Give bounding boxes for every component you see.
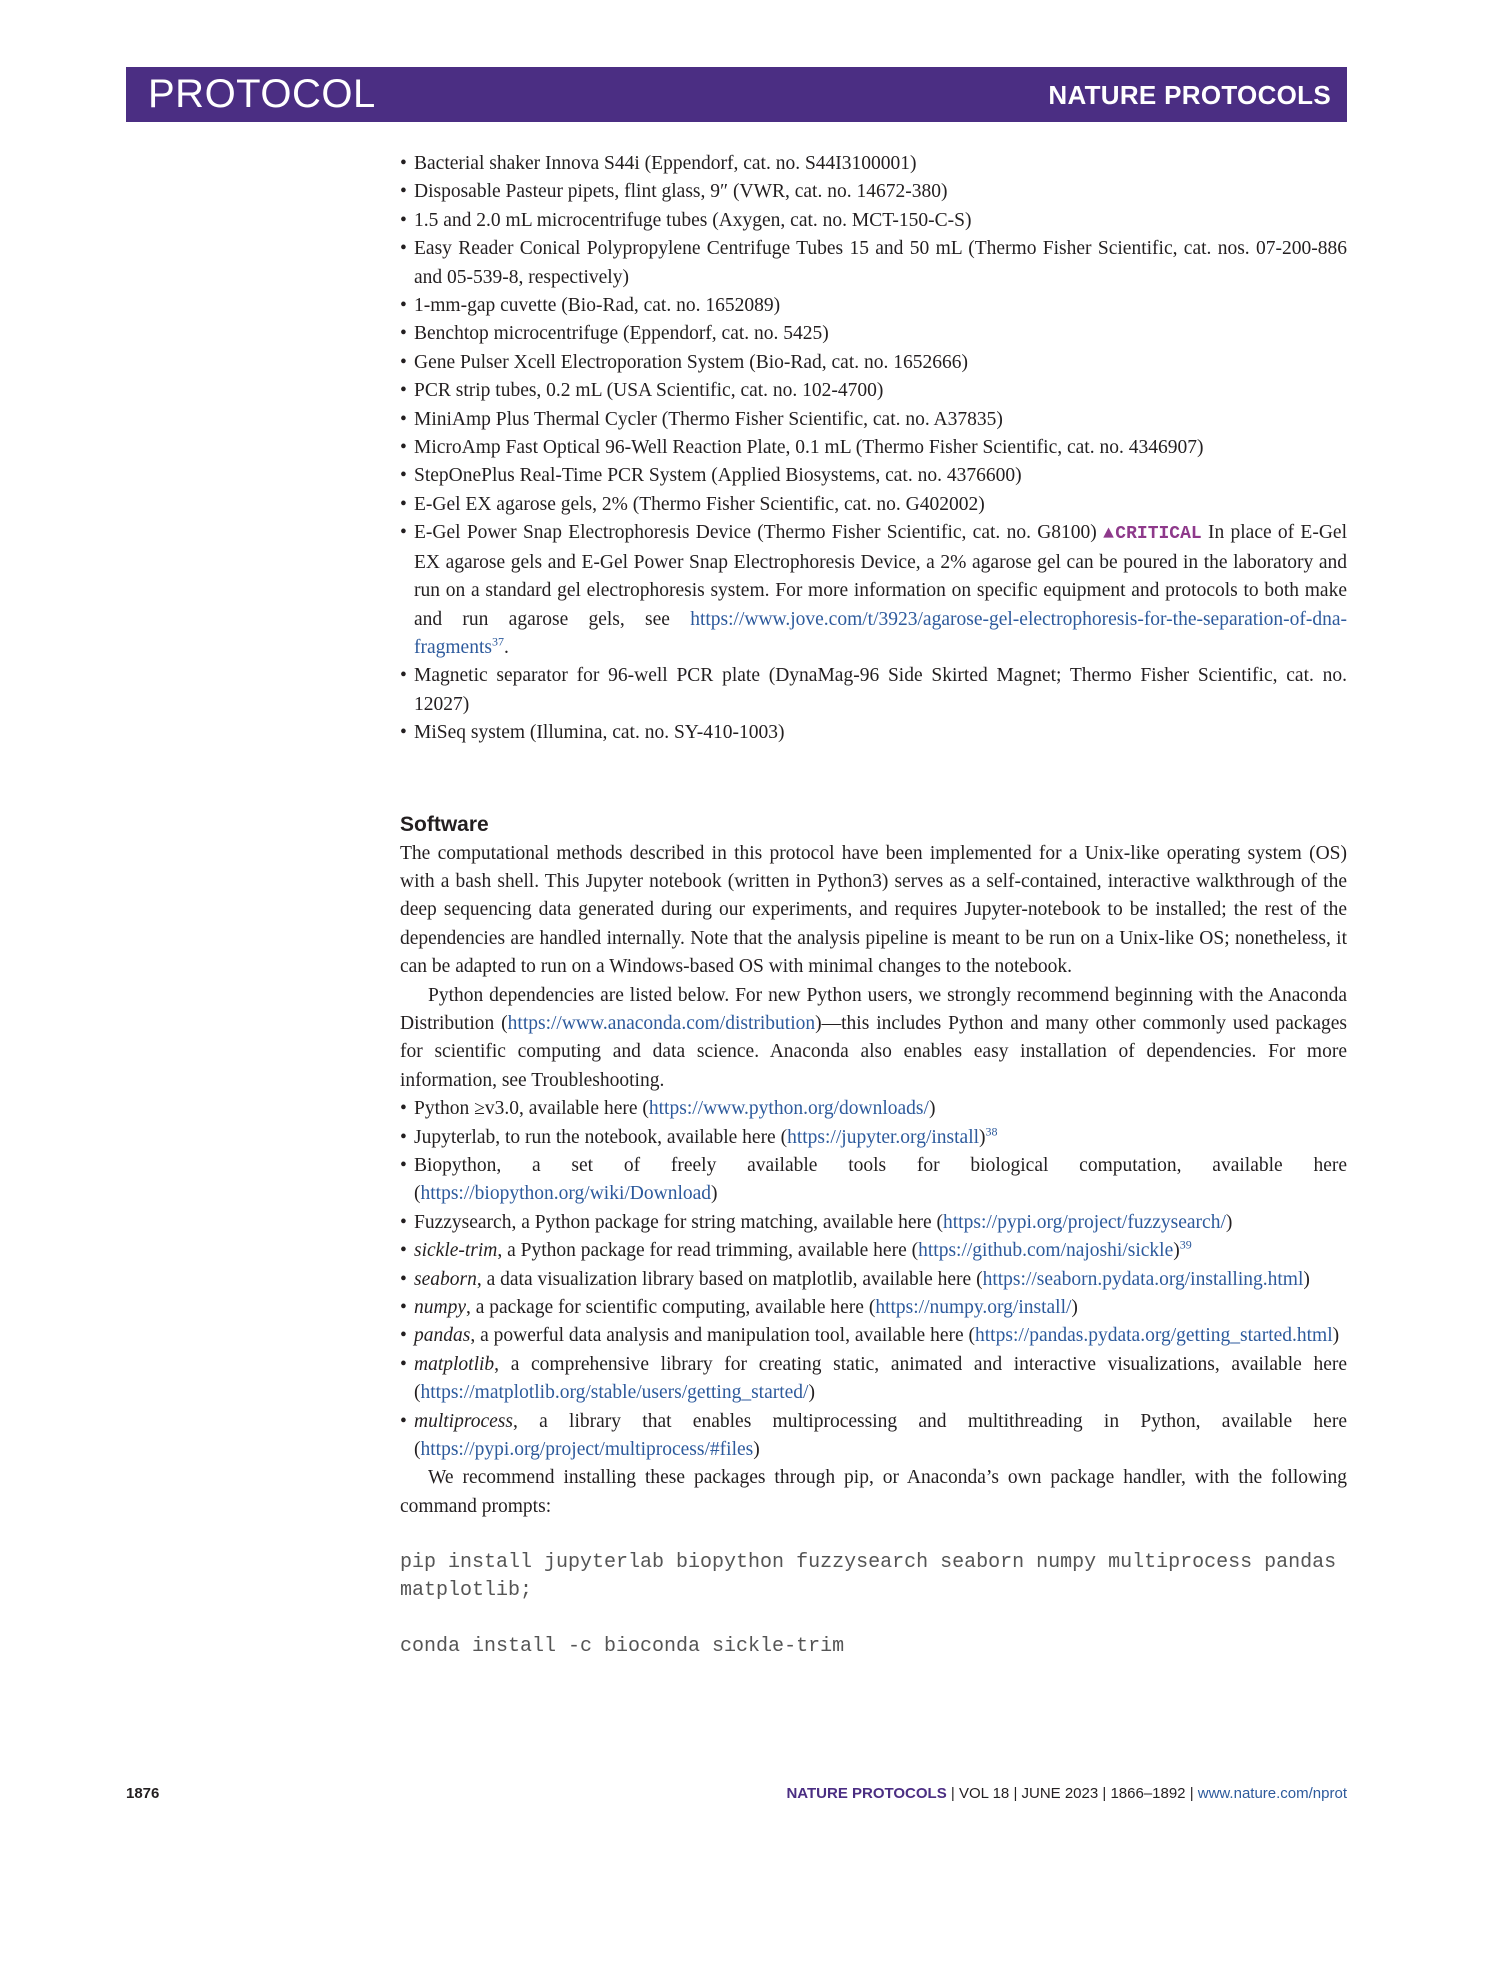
page-footer [126, 1785, 1347, 1809]
dependency-desc: Jupyterlab, to run the notebook, available here ( [414, 1126, 788, 1148]
equipment-item: • PCR strip tubes, 0.2 mL (USA Scientific, cat. no. 102-4700) [400, 377, 1347, 405]
egel-end: . [503, 636, 509, 658]
dependency-desc: , a data visualization library based on matplotlib, available here ( [476, 1268, 983, 1290]
equipment-item [400, 519, 1347, 662]
equipment-item: • Gene Pulser Xcell Electroporation System (Bio-Rad, cat. no. 1652666) [400, 349, 1347, 377]
dependency-link[interactable]: https://matplotlib.org/stable/users/getting_started/ [420, 1382, 809, 1404]
dependency-name: numpy [414, 1297, 466, 1319]
dependency-name: multiprocess [414, 1410, 513, 1432]
dependency-list [400, 1095, 1347, 1464]
dependency-ref[interactable]: 39 [1179, 1237, 1192, 1252]
footer-citation [786, 1785, 1347, 1802]
dependency-desc: Biopython, a set of freely available tools for biological computation, available here ( [414, 1155, 1347, 1205]
dependency-close: ) [1225, 1211, 1233, 1233]
dependency-desc: , a powerful data analysis and manipulation tool, available here ( [470, 1325, 976, 1347]
software-paragraph-2 [400, 982, 1347, 1096]
ref-37[interactable]: 37 [491, 634, 504, 649]
dependency-desc: , a Python package for read trimming, available here ( [497, 1240, 919, 1262]
conda-command: conda install -c bioconda sickle-trim [400, 1635, 845, 1659]
dependency-link[interactable]: https://seaborn.pydata.org/installing.html [982, 1268, 1304, 1290]
dependency-desc: Fuzzysearch, a Python package for string matching, available here ( [414, 1211, 944, 1233]
dependency-link[interactable]: https://pandas.pydata.org/getting_started.html [975, 1325, 1333, 1347]
equipment-item: • Benchtop microcentrifuge (Eppendorf, cat. no. 5425) [400, 320, 1347, 348]
main-content [400, 150, 1347, 1661]
dependency-item [400, 1237, 1347, 1265]
dependency-name: matplotlib [414, 1353, 495, 1375]
dependency-desc: , a comprehensive library for creating static, animated and interactive visualizations, available here ( [414, 1353, 1347, 1404]
dependency-close: ) [979, 1126, 986, 1148]
dependency-ref[interactable]: 38 [985, 1124, 998, 1139]
dependency-link[interactable]: https://jupyter.org/install [787, 1126, 980, 1148]
equipment-item: • Magnetic separator for 96-well PCR plate (DynaMag-96 Side Skirted Magnet; Thermo Fisher Scientific, cat. no. 12027) [400, 662, 1347, 719]
dependency-item [400, 1152, 1347, 1209]
dependency-link[interactable]: https://pypi.org/project/fuzzysearch/ [943, 1211, 1226, 1233]
equipment-item: • 1-mm-gap cuvette (Bio-Rad, cat. no. 1652089) [400, 292, 1347, 320]
equipment-item: • MicroAmp Fast Optical 96-Well Reaction Plate, 0.1 mL (Thermo Fisher Scientific, cat. no. 4346907) [400, 434, 1347, 462]
equipment-item: • Bacterial shaker Innova S44i (Eppendorf, cat. no. S44I3100001) [400, 150, 1347, 178]
dependency-desc: , a library that enables multiprocessing and multithreading in Python, available here ( [414, 1410, 1347, 1461]
dependency-close: ) [928, 1098, 936, 1120]
equipment-item: • Easy Reader Conical Polypropylene Centrifuge Tubes 15 and 50 mL (Thermo Fisher Scientific, cat. nos. 07-200-886 and 05-539-8, respectively) [400, 235, 1347, 292]
equipment-item: • MiniAmp Plus Thermal Cycler (Thermo Fisher Scientific, cat. no. A37835) [400, 406, 1347, 434]
dependency-link[interactable]: https://github.com/najoshi/sickle [918, 1240, 1174, 1262]
critical-label: ▲CRITICAL [1103, 524, 1202, 545]
dependency-close: ) [1173, 1240, 1180, 1262]
equipment-item: • 1.5 and 2.0 mL microcentrifuge tubes (Axygen, cat. no. MCT-150-C-S) [400, 207, 1347, 235]
dependency-close: ) [753, 1439, 760, 1461]
footer-url[interactable]: www.nature.com/nprot [1197, 1785, 1347, 1802]
footer-volume: | VOL 18 | JUNE 2023 | 1866–1892 | [946, 1785, 1198, 1802]
dependency-close: ) [1303, 1268, 1310, 1290]
software-heading: Software [400, 812, 489, 836]
anaconda-link[interactable]: https://www.anaconda.com/distribution [507, 1012, 816, 1034]
jove-link[interactable]: https://www.jove.com/t/3923/agarose-gel-electrophoresis-for-the-separation-of-dna-fragments [414, 608, 1347, 658]
software-paragraph-3: We recommend installing these packages through pip, or Anaconda’s own package handler, with the following command prompts: [400, 1467, 1347, 1517]
dependency-item [400, 1322, 1347, 1350]
dependency-item [400, 1294, 1347, 1322]
para2-text-a: Python dependencies are listed below. For new Python users, we strongly recommend beginning with the Anaconda Distribution ( [400, 984, 1347, 1034]
dependency-item [400, 1095, 1347, 1123]
equipment-item: • StepOnePlus Real-Time PCR System (Applied Biosystems, cat. no. 4376600) [400, 462, 1347, 490]
dependency-desc: Python ≥v3.0, available here ( [414, 1098, 649, 1120]
software-paragraph-1: The computational methods described in this protocol have been implemented for a Unix-like operating system (OS) with a bash shell. This Jupyter notebook (written in Python3) serves as a self-contained, interactive walkthrough of the deep sequencing data generated during our experiments, and requires Jupyter-notebook to be installed; the rest of the dependencies are handled internally. Note that the analysis pipeline is meant to be run on a Unix-like OS; nonetheless, it can be adapted to run on a Windows-based OS with minimal changes to the notebook. [400, 842, 1347, 978]
journal-name: NATURE PROTOCOLS [1048, 80, 1331, 110]
para2-text-b: )—this includes Python and many other commonly used packages for scientific computing and data science. Anaconda also enables easy installation of dependencies. For more information, see Troubleshooting. [400, 1012, 1347, 1091]
dependency-item [400, 1351, 1347, 1408]
dependency-item [400, 1124, 1347, 1152]
section-label: PROTOCOL [148, 72, 376, 116]
page-number: 1876 [126, 1785, 160, 1802]
critical-note: In place of E-Gel EX agarose gels and E-Gel Power Snap Electrophoresis Device, a 2% agarose gel can be poured in the laboratory and run on a standard gel electrophoresis system. For more information on specific equipment and protocols to both make and run agarose gels, see [414, 522, 1347, 630]
dependency-link[interactable]: https://www.python.org/downloads/ [648, 1098, 929, 1120]
footer-journal: NATURE PROTOCOLS [786, 1785, 947, 1802]
equipment-item: • Disposable Pasteur pipets, flint glass, 9″ (VWR, cat. no. 14672-380) [400, 178, 1347, 206]
dependency-link[interactable]: https://biopython.org/wiki/Download [420, 1183, 712, 1205]
equipment-list [400, 150, 1347, 748]
dependency-item [400, 1408, 1347, 1465]
dependency-name: pandas [414, 1325, 471, 1347]
egel-text: E-Gel Power Snap Electrophoresis Device (Thermo Fisher Scientific, cat. no. G8100) [414, 522, 1097, 544]
dependency-item [400, 1266, 1347, 1294]
dependency-desc: , a package for scientific computing, available here ( [466, 1297, 876, 1319]
equipment-item: • E-Gel EX agarose gels, 2% (Thermo Fisher Scientific, cat. no. G402002) [400, 491, 1347, 519]
dependency-link[interactable]: https://numpy.org/install/ [875, 1297, 1072, 1319]
pip-command: pip install jupyterlab biopython fuzzysearch seaborn numpy multiprocess pandas matplotlib; [400, 1551, 1349, 1603]
equipment-item: • MiSeq system (Illumina, cat. no. SY-410-1003) [400, 719, 1347, 747]
dependency-link[interactable]: https://pypi.org/project/multiprocess/#files [420, 1439, 754, 1461]
dependency-close: ) [1332, 1325, 1340, 1347]
dependency-name: seaborn [414, 1268, 477, 1290]
dependency-close: ) [1071, 1297, 1078, 1319]
header-bar [126, 67, 1347, 122]
dependency-item [400, 1209, 1347, 1237]
dependency-close: ) [711, 1183, 718, 1205]
dependency-name: sickle-trim [414, 1240, 498, 1262]
dependency-close: ) [808, 1382, 815, 1404]
